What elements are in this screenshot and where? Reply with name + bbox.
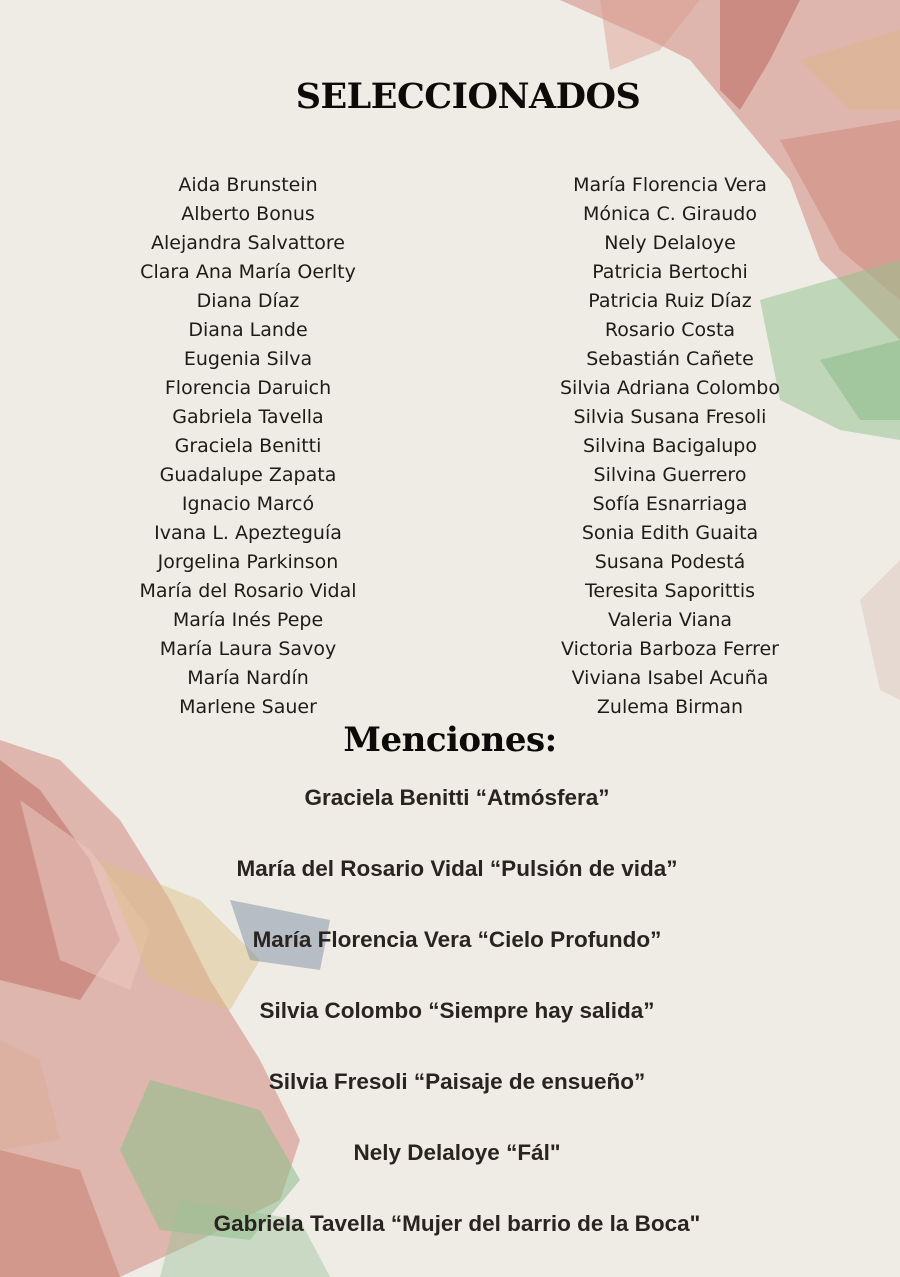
list-item: Diana Díaz [196, 290, 300, 312]
mention-item: María del Rosario Vidal “Pulsión de vida” [236, 856, 678, 881]
mention-item: Silvia Colombo “Siempre hay salida” [259, 998, 655, 1023]
list-item: Nely Delaloye [604, 232, 736, 254]
list-item: Victoria Barboza Ferrer [561, 638, 779, 660]
list-item: Alberto Bonus [181, 203, 315, 225]
list-item: María Florencia Vera [573, 174, 767, 196]
mentions-heading: Menciones: [343, 720, 557, 760]
list-item: Sebastián Cañete [586, 348, 754, 370]
list-item: Diana Lande [188, 319, 308, 341]
list-item: Jorgelina Parkinson [157, 551, 339, 573]
list-item: María Laura Savoy [159, 638, 337, 660]
list-item: Clara Ana María Oerlty [140, 261, 356, 283]
mentions-list [0, 780, 900, 1277]
list-item: María Inés Pepe [172, 609, 324, 631]
list-item: Guadalupe Zapata [159, 464, 337, 486]
list-item: Mónica C. Giraudo [583, 203, 757, 225]
selected-list-right [520, 171, 820, 722]
list-item: Silvina Guerrero [593, 464, 747, 486]
mention-item: Nely Delaloye “Fál" [353, 1140, 561, 1165]
list-item: Valeria Viana [607, 609, 733, 631]
selected-list-left [98, 171, 398, 722]
list-item: Teresita Saporittis [584, 580, 756, 602]
mention-item: María Florencia Vera “Cielo Profundo” [252, 927, 662, 952]
list-item: Ignacio Marcó [181, 493, 315, 515]
list-item: Sonia Edith Guaita [581, 522, 759, 544]
list-item: Graciela Benitti [174, 435, 322, 457]
mention-item: Gabriela Tavella “Mujer del barrio de la Boca" [213, 1211, 701, 1236]
list-item: Zulema Birman [596, 696, 744, 718]
list-item: Alejandra Salvattore [151, 232, 345, 254]
list-item: Patricia Ruiz Díaz [588, 290, 752, 312]
list-item: Eugenia Silva [183, 348, 313, 370]
list-item: Gabriela Tavella [172, 406, 324, 428]
list-item: Viviana Isabel Acuña [571, 667, 769, 689]
mention-item: Graciela Benitti “Atmósfera” [304, 785, 610, 810]
list-item: María del Rosario Vidal [139, 580, 357, 602]
list-item: Silvia Susana Fresoli [573, 406, 767, 428]
list-item: Silvia Adriana Colombo [560, 377, 780, 399]
list-item: Sofía Esnarriaga [592, 493, 748, 515]
list-item: Florencia Daruich [164, 377, 332, 399]
list-item: Ivana L. Apezteguía [154, 522, 342, 544]
list-item: María Nardín [187, 667, 309, 689]
mention-item: Silvia Fresoli “Paisaje de ensueño” [268, 1069, 646, 1094]
list-item: Patricia Bertochi [592, 261, 748, 283]
list-item: Rosario Costa [604, 319, 736, 341]
list-item: Susana Podestá [594, 551, 746, 573]
list-item: Silvina Bacigalupo [583, 435, 757, 457]
list-item: Marlene Sauer [179, 696, 317, 718]
list-item: Aida Brunstein [178, 174, 318, 196]
page-title: SELECCIONADOS [295, 76, 641, 117]
